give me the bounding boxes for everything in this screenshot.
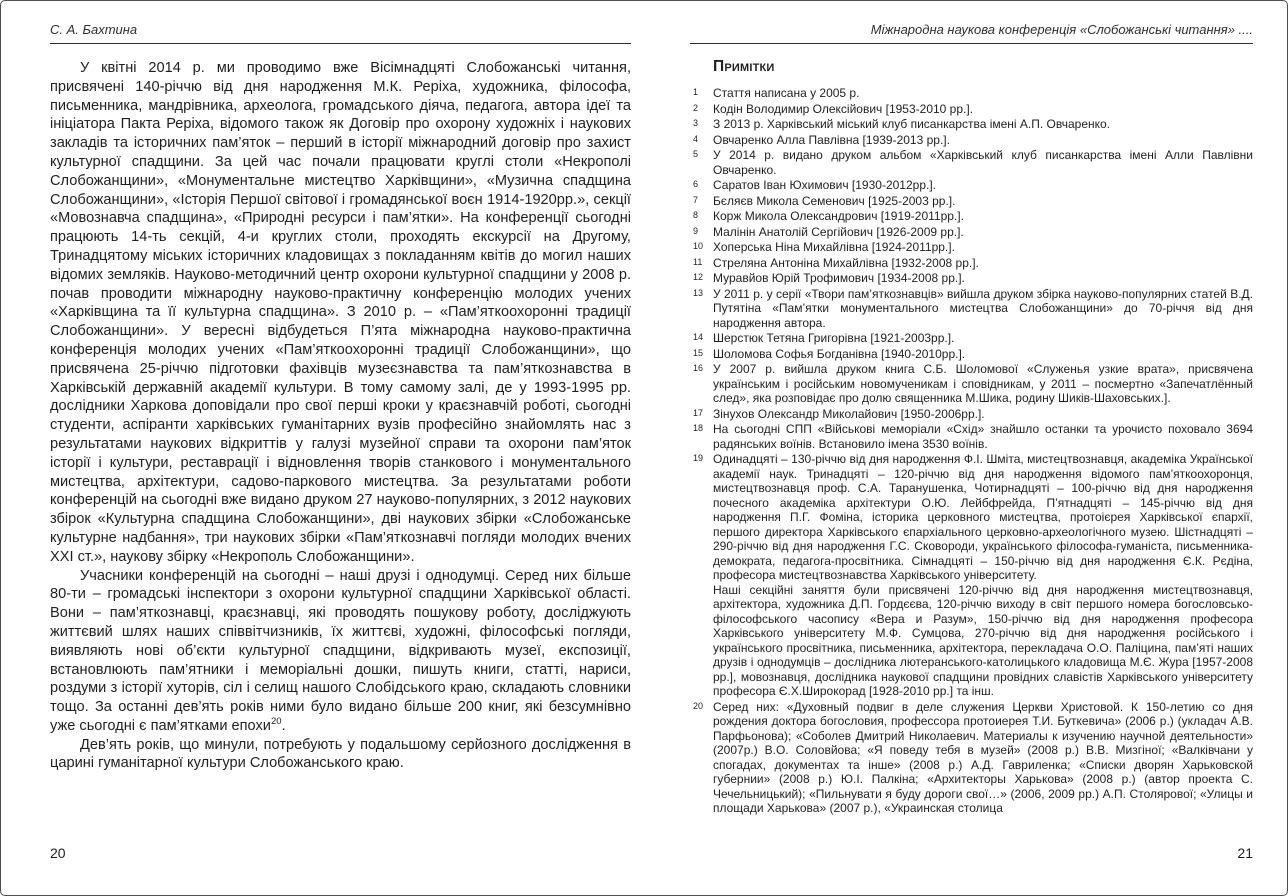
note-item [690,256,1253,271]
note-number: 6 [693,179,699,189]
note-number: 20 [693,700,704,711]
note-number: 3 [693,118,699,128]
page-right [690,22,1253,817]
note-item [690,700,1253,816]
note-text: Малінін Анатолій Сергійович [1926-2009 рр.]. [713,224,964,239]
note-text: Стреляна Антоніна Михайлівна [1932-2008 рр.]. [713,255,979,270]
note-item [690,287,1253,331]
running-head-author [50,22,631,38]
note-item [690,422,1253,451]
note-number: 5 [693,149,699,159]
notes-list [690,86,1253,816]
note-text: З 2013 р. Харківський міський клуб писанкарства імені А.П. Овчаренко. [713,117,1111,131]
note-item [690,209,1253,224]
note-number: 7 [693,194,699,205]
note-number: 15 [693,347,704,358]
note-number: 12 [693,272,704,282]
note-number: 17 [693,407,704,418]
note-item [690,271,1253,286]
note-number: 1 [693,87,699,97]
paragraph: У квітні 2014 р. ми проводимо вже Вісімнадцяті Слобожанські читання, присвячені 140-річчю від дня народження М.К. Реріха, художника, філософа, письменника, мандрівника, археолога, громадського діяча, педагога, автора ідеї та ініціатора Пакта Реріха, відомого також як Договір про охорону художніх і наукових закладів та історичних пам’яток – перший в історії міжнародний договір про захист культурної спадщини. За цей час почали працювати круглі столи «Некрополі Слобожанщини», «Монументальне мистецтво Харківщини», «Музична спадщина Слобожанщини», «Історія Першої світової і громадянської воєн 1914-1920рр.», секції «Мовознавча спадщина», «Природні ресурси і пам’ятки». На конференції сьогодні працюють 14-ть секцій, 4-и круглих столи, проходять екскурсії на Другому, Тринадцятому міських історичних кладовищах з покладанням квітів до могил наших відомих земляків. Науково-методичний центр охорони культурної спадщини у 2008 р. почав проводити міжнародну науково-практичну конференцію молодих учених «Харківщина та її культурна спадщина». З 2010 р. – «Пам’яткоохоронні традиції Слобожанщини». У вересні відбудеться П’ята міжнародна науково-практична конференція молодих учених «Пам’яткоохоронні традиції Слобожанщини», що присвячена 25-річчю підготовки фахівців музеєзнавства та пам’яткознавства в Харківській державній академії культури. В тому самому залі, де у 1993-1995 рр. дослідники Харкова доповідали про свої перші кроки у краєзнавчій роботі, сьогодні студенти, аспіранти харківських гуманітарних вузів професійно знайомлять нас з результатами наукових відкриттів у галузі музейної справи та охорони пам’яток історії і культури, реставрації і відновлення творів станкового і монументального мистецтва, архітектури, садово-паркового мистецтва. За результатами роботи конференцій на сьогодні вже видано друком 27 науково-популярних, з 2012 наукових збірок «Культурна спадщина Слобожанщини», дві наукових збірки «Слобожанське культурне надбання», три наукових збірки «Пам’яткознавчі погляди молодих вчених XXI ст.», наукову збірку «Некрополь Слобожанщини». [50,60,631,565]
page-left [50,22,631,773]
note-number: 9 [693,225,699,236]
running-head-conference [690,22,1253,38]
running-head-conference-text: Міжнародна наукова конференція «Слобожанські читання» .... [870,22,1253,37]
note-number: 13 [693,287,704,298]
note-number: 16 [693,363,704,373]
note-item [690,102,1253,117]
page-number-right: 21 [1237,845,1253,861]
note-item [690,240,1253,255]
note-text: Серед них: «Духовный подвиг в деле служения Церкви Христовой. К 150-летию со дня рождения доктора богословия, профессора протоиерея Т.И. Буткевича» (2006 р.) (укладач А.В. Парфьонова); «Соболев Дмитрий Николаевич. Материалы к изучению научной деятельности» (2007р.) В.О. Соловйова; «Я поведу тебя в музей» (2008 р.) В.В. Мизгіної; «Валківчани у спогадах, документах та інше» (2008 р.) А.Д. Гавриленка; «Списки дворян Харьковской губернии» (2008 р.) Ю.І. Палкіна; «Архитекторы Харькова» (2008 р.) (автор проекта С. Чечельницький); «Пильнувати я буду дороги свої…» (2006, 2009 рр.) А.П. Столярової; «Улицы и площади Харькова» (2007 р.), «Украинская столица [713,699,1253,815]
note-number: 18 [693,423,704,433]
note-text: Зінухов Олександр Миколайович [1950-2006рр.]. [713,406,985,421]
paragraph: Дев’ять років, що минули, потребують у подальшому серйозного дослідження в царині гуманітарної культури Слобожанського краю. [50,736,631,772]
note-text: Шерстюк Тетяна Григорівна [1921-2003рр.]. [713,331,955,345]
footnote-ref: 20 [270,716,282,728]
header-rule-left [50,43,631,44]
article-body [50,59,631,773]
note-text: У 2011 р. у серії «Твори пам’яткознавців» вийшла друком збірка науково-популярних статей В.Д. Путятіна «Пам’ятки монументального мистецтва Слобожанщини» до 70-річчя від дня народження автора. [713,286,1253,330]
note-number: 8 [693,210,699,220]
note-text: Овчаренко Алла Павлівна [1939-2013 рр.]. [713,132,950,147]
note-item [690,178,1253,193]
note-item [690,225,1253,240]
note-number: 14 [693,332,704,342]
note-text: На сьогодні СПП «Військові меморіали «Схід» знайшло останки та урочисто поховало 3694 радянських воїнів. Встановило імена 3530 воїнів. [713,422,1253,451]
note-item [690,407,1253,422]
note-text: Стаття написана у 2005 р. [713,86,860,100]
note-text: Хоперська Ніна Михайлівна [1924-2011рр.]. [713,240,955,254]
note-item [690,331,1253,346]
note-item [690,362,1253,406]
note-item [690,148,1253,177]
note-item [690,452,1253,699]
note-number: 11 [693,256,703,267]
note-text: Саратов Іван Юхимович [1930-2012рр.]. [713,178,936,192]
running-head-author-text: С. А. Бахтина [50,22,138,37]
note-text: У 2007 р. вийшла друком книга С.Б. Шоломової «Служенья узкие врата», присвячена українським і російським новомученикам і сповідникам, у 2011 – посмертно «Запечатлённый след», яка розповідає про долю священника М.Шика, родину Шиків-Шаховських.]. [713,362,1253,405]
note-text: Корж Микола Олександрович [1919-2011рр.]. [713,209,964,223]
page-number-left: 20 [50,845,66,861]
note-text: У 2014 р. видано друком альбом «Харківський клуб писанкарства імені Алли Павлівни Овчаренко. [713,148,1253,177]
note-number: 2 [693,102,699,113]
note-number: 4 [693,133,699,144]
note-text: Муравйов Юрій Трофимович [1934-2008 рр.]. [713,271,965,285]
notes-title: Примітки [713,58,775,75]
note-number: 19 [693,453,704,463]
header-rule-right [690,43,1253,44]
note-item [690,117,1253,132]
note-text: Шоломова Софья Богданівна [1940-2010рр.]. [713,346,966,361]
note-text: Бєляєв Микола Семенович [1925-2003 рр.]. [713,193,956,208]
note-item [690,86,1253,101]
paragraph: Учасники конференцій на сьогодні – наші друзі і однодумці. Серед них більше 80-ти – громадські інспектори з охорони культурної спадщини Харківської області. Вони – пам’яткознавці, краєзнавці, які проводять пошукову роботу, досліджують життєвий шлях наших співвітчизників, їх життєві, художні, філософські погляди, виявляють нові об’єкти культурної спадщини, відкривають музеї, експозиції, встановлюють пам’ятники і меморіальні дошки, пишуть книги, статті, нариси, роздуми з історії хуторів, сіл і селищ нашого Слобідського краю, складають словники тощо. За останні дев’ять років ними було видано більше 200 книг, які безсумнівно уже сьогодні є пам’ятками епохи$^{20}$. [50,567,631,734]
note-text: Кодін Володимир Олексійович [1953-2010 рр.]. [713,101,974,116]
note-item [690,347,1253,362]
note-number: 10 [693,241,704,251]
note-text: Одинадцяті – 130-річчю від дня народження Ф.І. Шміта, мистецтвознавця, академіка Української академії наук. Тринадцяті – 120-річчю від дня народження відомого пам’яткоохоронця, мистецтвознавця проф. С.А. Таранушенка, Чотирнадцяті – 100-річчю від дня народження почесного академіка архітектури О.Ю. Лейбфрейда, П’ятнадцяті – 145-річчю від дня народження П.Г. Фоміна, історика церковного мистецтва, протоієрея Харківської єпархії, першого директора Харківського єпархіального церковно-археологічного музею. Шістнадцяті – 290-річчю від дня народження Г.С. Сковороди, українського філософа-гуманіста, письменника-демократа, педагога-просвітника. Сімнадцяті – 150-річчю від дня народження Є.К. Рєдіна, професора мистецтвознавства Харківського університету. Наші секційні заняття були присвячені 120-річчю від дня народження мистецтвознавця, архітектора, художника Д.П. Гордєєва, 120-річчю виходу в світ першого номера богословсько-філософського часопису «Вера и Разум», 150-річчю від дня народження професора Харківського університету М.Ф. Сумцова, 270-річчю від дня народження російського і українського просвітника, письменника, архітектора, перекладача О.О. Паліцина, пам’яті наших друзів і однодумців – дослідника лютеранського-католицького кладовища М.Є. Жура [1957-2008 рр.], мовознавця, дослідника наукової спадщини провідних славістів Харківського університету професора Є.Х.Широкорад [1928-2010 рр.] та інш. [713,452,1253,698]
note-item [690,194,1253,209]
note-item [690,133,1253,148]
